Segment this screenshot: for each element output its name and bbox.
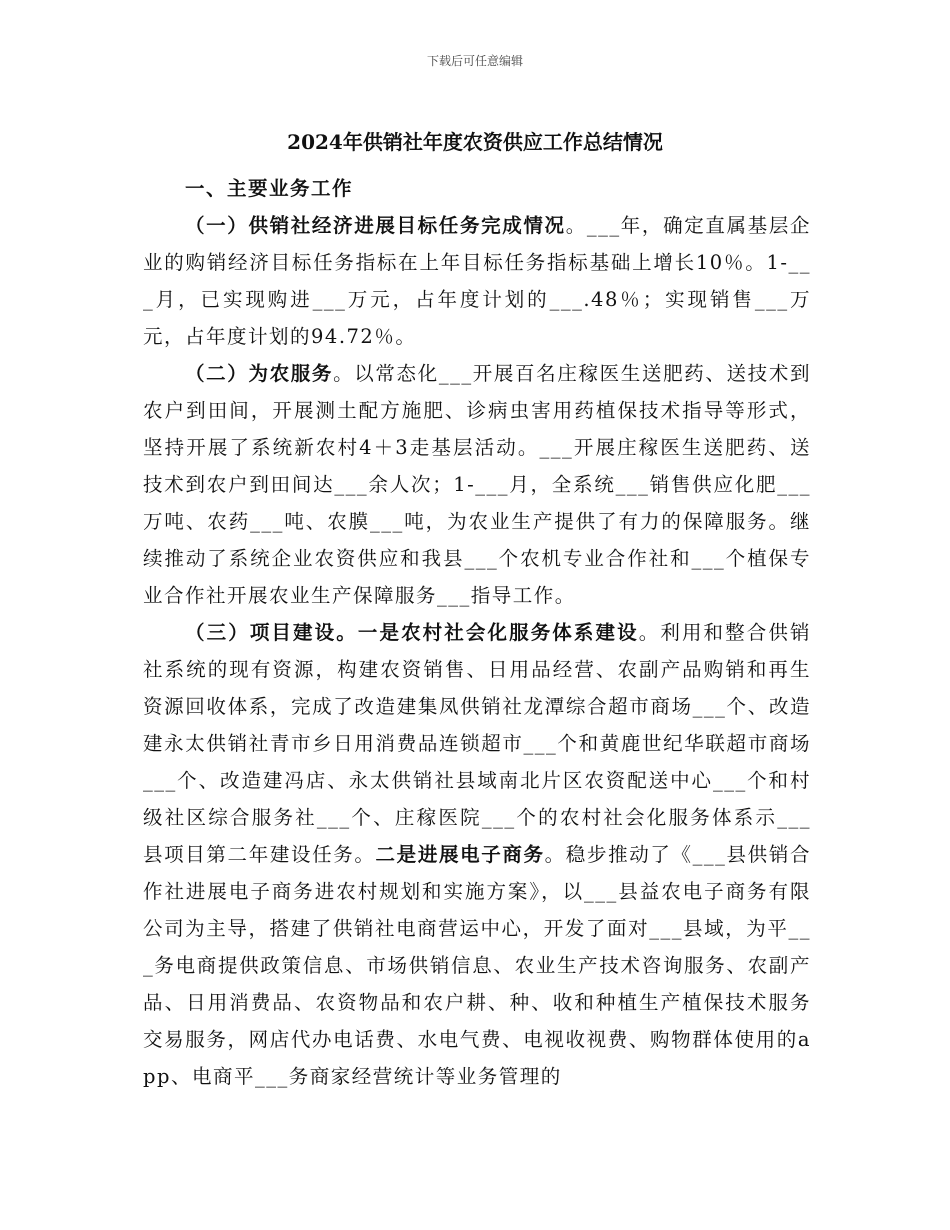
subsection-title: 二是进展电子商务: [375, 843, 545, 866]
section-heading: 一、主要业务工作: [185, 177, 354, 200]
document-title: 2024年供销社年度农资供应工作总结情况: [287, 130, 663, 154]
paragraph-body: 。___年，确定直属基层企业的购销经济目标任务指标在上年目标任务指标基础上增长10％。1-___月，已实现购进___万元，占年度计划的___.48％；实现销售___万元，占年度计划的94.72％。: [143, 214, 811, 348]
paragraph-lead: （三）项目建设: [185, 621, 337, 644]
paragraph-body: 。以常态化___开展百名庄稼医生送肥药、送技术到农户到田间，开展测土配方施肥、诊病虫害用药植保技术指导等形式，坚持开展了系统新农村4＋3走基层活动。___开展庄稼医生送肥药、送技术到农户到田间达___余人次；1-___月，全系统___销售供应化肥___万吨、农药___吨、农膜___吨，为农业生产提供了有力的保障服务。继续推动了系统企业农资供应和我县___个农机专业合作社和___个植保专业合作社开展农业生产保障服务___指导工作。: [143, 362, 811, 607]
header-note: 下载后可任意编辑: [426, 54, 523, 68]
paragraph-body: 。稳步推动了《___县供销合作社进展电子商务进农村规划和实施方案》，以___县益农电子商务有限公司为主导，搭建了供销社电商营运中心，开发了面对___县域，为平___务电商提供政策信息、市场供销信息、农业生产技术咨询服务、农副产品、日用消费品、农资物品和农户耕、种、收和种植生产植保技术服务交易服务，网店代办电话费、水电气费、电视收视费、购物群体使用的app、电商平___务商家经营统计等业务管理的: [143, 843, 811, 1088]
paragraph-project-construction: [143, 614, 811, 1095]
paragraph-lead: （二）为农服务: [185, 362, 334, 385]
subsection-title: 。一是农村社会化服务体系建设: [336, 621, 639, 644]
paragraph-farm-service: [143, 355, 811, 614]
document-body: [143, 170, 811, 1095]
paragraph-body: 。利用和整合供销社系统的现有资源，构建农资销售、日用品经营、农副产品购销和再生资源回收体系，完成了改造建集凤供销社龙潭综合超市商场___个、改造建永太供销社青市乡日用消费品连锁超市___个和黄鹿世纪华联超市商场___个、改造建冯店、永太供销社县域南北片区农资配送中心___个和村级社区综合服务社___个、庄稼医院___个的农村社会化服务体系示___县项目第二年建设任务。: [143, 621, 811, 866]
paragraph-economic-targets: [143, 207, 811, 355]
paragraph-lead: （一）供销社经济进展目标任务完成情况: [185, 214, 566, 237]
